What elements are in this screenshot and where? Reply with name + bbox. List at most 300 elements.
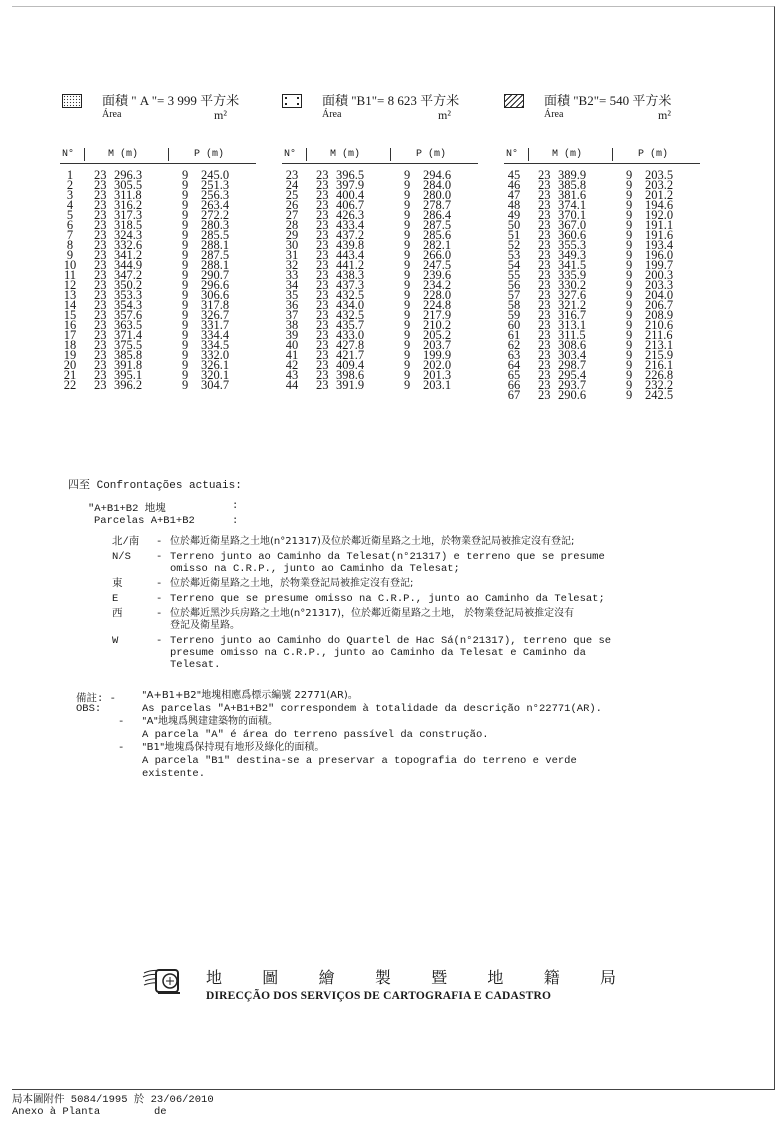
confrontation-text: omisso na C.R.P., junto ao Caminho da Telesat; (170, 563, 460, 575)
table-cell: 9 (626, 258, 633, 272)
table-cell: 288.1 (201, 258, 230, 272)
table-cell: 23 (538, 228, 551, 242)
table-cell: 9 (626, 358, 633, 372)
table-cell: 23 (538, 258, 551, 272)
legend-unit: m² (658, 108, 671, 122)
table-cell: 23 (94, 258, 107, 272)
agency-name-char: 籍 (543, 970, 560, 987)
table-cell: 316.7 (558, 308, 587, 322)
table-cell: 35 (285, 288, 299, 302)
table-cell: 285.6 (423, 228, 452, 242)
table-cell: 191.1 (645, 218, 674, 232)
confrontation-text: Terreno que se presume omisso na C.R.P., junto ao Caminho da Telesat; (170, 593, 605, 605)
confrontation-direction: 西 (112, 608, 123, 620)
table-cell: 224.8 (423, 298, 452, 312)
confrontation-dash: - (156, 536, 163, 548)
table-cell: 215.9 (645, 348, 674, 362)
table-cell: 335.9 (558, 268, 587, 282)
table-cell: 23 (94, 318, 107, 332)
table-cell: 247.5 (423, 258, 452, 272)
note-text: A parcela "B1" destina-se a preservar a topografia do terreno e verde (142, 755, 577, 767)
table-cell: 9 (626, 248, 633, 262)
table-cell: 56 (507, 278, 521, 292)
table-cell: 23 (316, 188, 329, 202)
table-cell: 334.4 (201, 328, 230, 342)
table-cell: 14 (63, 298, 77, 312)
table-cell: 353.3 (114, 288, 143, 302)
table-cell: 385.8 (558, 178, 587, 192)
table-cell: 23 (538, 268, 551, 282)
table-cell: 23 (538, 208, 551, 222)
table-cell: 33 (285, 268, 299, 282)
table-cell: 23 (538, 378, 551, 392)
table-cell: 199.7 (645, 258, 674, 272)
hatch-dotted-icon (62, 94, 82, 108)
table-cell: 203.1 (423, 378, 452, 392)
confrontation-direction: N/S (112, 551, 131, 563)
table-cell: 303.4 (558, 348, 587, 362)
table-cell: 316.2 (114, 198, 143, 212)
table-cell: 23 (538, 358, 551, 372)
table-cell: 9 (404, 248, 411, 262)
table-cell: 23 (94, 358, 107, 372)
table-cell: 8 (66, 238, 74, 252)
table-cell: 23 (316, 328, 329, 342)
table-cell: 203.5 (645, 168, 674, 182)
table-cell: 9 (182, 168, 189, 182)
table-cell: 23 (94, 338, 107, 352)
table-cell: 31 (285, 248, 299, 262)
table-cell: 196.0 (645, 248, 674, 262)
table-cell: 317.3 (114, 208, 143, 222)
confrontation-text: Terreno junto ao Caminho da Telesat(n°21317) e terreno que se presume (170, 551, 605, 563)
note-text: existente. (142, 768, 206, 780)
table-cell: 385.8 (114, 348, 143, 362)
confrontations-heading: 四至 Confrontações actuais: (68, 480, 242, 492)
table-row (504, 390, 700, 400)
table-cell: 202.0 (423, 358, 452, 372)
table-cell: 192.0 (645, 208, 674, 222)
parcel-colon: : (232, 500, 239, 512)
table-cell: 206.7 (645, 298, 674, 312)
table-cell: 205.2 (423, 328, 452, 342)
table-cell: 9 (626, 338, 633, 352)
table-cell: 210.6 (645, 318, 674, 332)
table-cell: 313.1 (558, 318, 587, 332)
agency-name-char: 繪 (318, 970, 335, 987)
table-cell: 370.1 (558, 208, 587, 222)
table-cell: 9 (182, 348, 189, 362)
table-cell: 296.6 (201, 278, 230, 292)
table-cell: 9 (626, 188, 633, 202)
table-cell: 434.0 (336, 298, 365, 312)
table-cell: 324.3 (114, 228, 143, 242)
table-cell: 234.2 (423, 278, 452, 292)
confrontation-text: Telesat. (170, 659, 221, 671)
table-cell: 391.9 (336, 378, 365, 392)
table-cell: 23 (538, 288, 551, 302)
table-cell: 285.5 (201, 228, 230, 242)
table-cell: 426.3 (336, 208, 365, 222)
table-cell: 55 (507, 268, 521, 282)
table-cell: 9 (404, 168, 411, 182)
table-cell: 9 (404, 178, 411, 192)
table-cell: 64 (507, 358, 521, 372)
table-cell: 4 (66, 198, 74, 212)
table-cell: 40 (285, 338, 299, 352)
legend-area-b1 (282, 94, 482, 128)
confrontation-dash: - (156, 593, 163, 605)
table-cell: 294.6 (423, 168, 452, 182)
confrontation-direction: E (112, 593, 119, 605)
table-cell: 20 (63, 358, 77, 372)
table-cell: 435.7 (336, 318, 365, 332)
table-cell: 193.4 (645, 238, 674, 252)
table-cell: 400.4 (336, 188, 365, 202)
legend-label: 面積 " A "= 3 999 平方米 (102, 93, 240, 108)
table-cell: 438.3 (336, 268, 365, 282)
table-cell: 2 (66, 178, 74, 192)
table-body (504, 170, 700, 400)
table-cell: 62 (507, 338, 521, 352)
confrontation-direction: 東 (112, 578, 123, 590)
table-cell: 23 (94, 308, 107, 322)
table-cell: 23 (94, 328, 107, 342)
table-cell: 9 (626, 308, 633, 322)
table-cell: 9 (626, 368, 633, 382)
note-text: "A"地塊爲興建建築物的面積。 (142, 716, 279, 727)
agency-name-char: 圖 (262, 970, 279, 987)
table-cell: 9 (626, 318, 633, 332)
table-cell: 9 (404, 268, 411, 282)
table-cell: 311.5 (558, 328, 586, 342)
table-cell: 23 (316, 238, 329, 252)
table-cell: 9 (404, 298, 411, 312)
annex-cn: 局本圖附件 5084/1995 於 23/06/2010 (12, 1094, 214, 1106)
table-cell: 284.0 (423, 178, 452, 192)
legend-area-word: Área (322, 109, 342, 120)
table-cell: 9 (626, 388, 633, 402)
agency-name-char: 暨 (431, 970, 448, 987)
confrontation-text: 位於鄰近衛星路之土地(n°21317)及位於鄰近衛星路之土地，於物業登記局被推定沒有登記; (170, 536, 575, 547)
table-cell: 9 (182, 248, 189, 262)
header-m: M (m) (330, 149, 361, 160)
table-cell: 7 (66, 228, 74, 242)
table-cell: 23 (94, 348, 107, 362)
table-cell: 50 (507, 218, 521, 232)
table-cell: 256.3 (201, 188, 230, 202)
table-cell: 23 (316, 278, 329, 292)
hatch-corner-dots-icon (282, 94, 302, 108)
table-cell: 331.7 (201, 318, 230, 332)
table-cell: 9 (182, 308, 189, 322)
table-cell: 23 (94, 378, 107, 392)
table-cell: 23 (316, 218, 329, 232)
table-cell: 9 (626, 328, 633, 342)
table-cell: 304.7 (201, 378, 230, 392)
table-cell: 398.6 (336, 368, 365, 382)
table-cell: 213.1 (645, 338, 674, 352)
annex-pt: Anexo à Planta (12, 1106, 101, 1118)
table-cell: 67 (507, 388, 521, 402)
table-cell: 23 (316, 198, 329, 212)
table-cell: 375.5 (114, 338, 143, 352)
notes-label-cn: 備註: - (76, 693, 116, 705)
agency-name-char: 局 (599, 970, 616, 987)
table-cell: 27 (285, 208, 299, 222)
parcel-label-pt: Parcelas A+B1+B2 (94, 515, 195, 527)
table-cell: 12 (63, 278, 77, 292)
table-cell: 23 (94, 168, 107, 182)
table-cell: 391.8 (114, 358, 143, 372)
table-cell: 232.2 (645, 378, 674, 392)
table-cell: 23 (94, 268, 107, 282)
table-cell: 9 (626, 298, 633, 312)
table-cell: 48 (507, 198, 521, 212)
table-cell: 23 (316, 378, 329, 392)
table-cell: 23 (316, 168, 329, 182)
table-cell: 23 (538, 348, 551, 362)
annex-reference (12, 1094, 214, 1118)
table-cell: 49 (507, 208, 521, 222)
table-cell: 381.6 (558, 188, 587, 202)
table-cell: 19 (63, 348, 77, 362)
table-cell: 288.1 (201, 238, 230, 252)
table-cell: 42 (285, 358, 299, 372)
table-cell: 23 (94, 248, 107, 262)
table-cell: 305.5 (114, 178, 143, 192)
header-n: N° (62, 149, 75, 160)
coordinate-table-2 (282, 147, 478, 390)
table-cell: 266.0 (423, 248, 452, 262)
table-cell: 9 (404, 308, 411, 322)
table-cell: 437.3 (336, 278, 365, 292)
table-cell: 9 (182, 218, 189, 232)
table-cell: 23 (316, 368, 329, 382)
table-cell: 330.2 (558, 278, 587, 292)
table-cell: 9 (404, 288, 411, 302)
table-cell: 58 (507, 298, 521, 312)
table-cell: 23 (538, 368, 551, 382)
table-cell: 23 (538, 178, 551, 192)
table-cell: 57 (507, 288, 521, 302)
table-cell: 326.7 (201, 308, 230, 322)
table-cell: 347.2 (114, 268, 143, 282)
note-text: "B1"地塊爲保持現有地形及綠化的面積。 (142, 742, 325, 753)
table-cell: 18 (63, 338, 77, 352)
legend-unit: m² (214, 108, 227, 122)
table-cell: 287.5 (201, 248, 230, 262)
agency-name-cn (206, 965, 616, 988)
table-cell: 9 (404, 328, 411, 342)
table-header (504, 147, 700, 164)
table-cell: 203.2 (645, 178, 674, 192)
table-header (282, 147, 478, 164)
table-cell: 23 (94, 288, 107, 302)
table-cell: 290.6 (558, 388, 587, 402)
table-cell: 9 (404, 318, 411, 332)
table-cell: 296.3 (114, 168, 143, 182)
table-cell: 437.2 (336, 228, 365, 242)
table-cell: 23 (316, 288, 329, 302)
table-cell: 11 (63, 268, 77, 282)
table-cell: 350.2 (114, 278, 143, 292)
table-cell: 318.5 (114, 218, 143, 232)
table-cell: 433.0 (336, 328, 365, 342)
table-cell: 23 (94, 278, 107, 292)
table-cell: 23 (94, 178, 107, 192)
table-cell: 239.6 (423, 268, 452, 282)
table-cell: 23 (538, 238, 551, 252)
legend-unit: m² (438, 108, 451, 122)
table-header (60, 147, 256, 164)
table-cell: 396.5 (336, 168, 365, 182)
table-cell: 9 (182, 268, 189, 282)
table-cell: 9 (182, 378, 189, 392)
confrontation-direction: 北/南 (112, 536, 140, 548)
table-cell: 397.9 (336, 178, 365, 192)
table-cell: 287.5 (423, 218, 452, 232)
table-cell: 293.7 (558, 378, 587, 392)
table-cell: 341.5 (558, 258, 587, 272)
table-cell: 344.9 (114, 258, 143, 272)
coordinate-table-3 (504, 147, 700, 400)
note-text: A parcela "A" é área do terreno passível da construção. (142, 729, 489, 741)
table-cell: 320.1 (201, 368, 230, 382)
legend-label: 面積 "B2"= 540 平方米 (544, 93, 672, 108)
table-cell: 9 (182, 228, 189, 242)
table-cell: 9 (404, 368, 411, 382)
table-cell: 245.0 (201, 168, 230, 182)
table-cell: 371.4 (114, 328, 143, 342)
table-cell: 9 (626, 348, 633, 362)
table-cell: 9 (626, 288, 633, 302)
table-cell: 28 (285, 218, 299, 232)
table-cell: 9 (626, 238, 633, 252)
agency-name-char: 製 (374, 970, 391, 987)
table-cell: 9 (404, 278, 411, 292)
table-cell: 355.3 (558, 238, 587, 252)
table-cell: 298.7 (558, 358, 587, 372)
table-cell: 396.2 (114, 378, 143, 392)
table-cell: 360.6 (558, 228, 587, 242)
table-cell: 26 (285, 198, 299, 212)
table-cell: 228.0 (423, 288, 452, 302)
table-cell: 23 (538, 218, 551, 232)
table-cell: 357.6 (114, 308, 143, 322)
note-dash: - (118, 716, 125, 728)
table-cell: 23 (538, 308, 551, 322)
confrontation-text: presume omisso na C.R.P., junto ao Caminho da Telesat e Caminho da (170, 647, 586, 659)
table-cell: 23 (94, 208, 107, 222)
table-cell: 54 (507, 258, 521, 272)
table-cell: 53 (507, 248, 521, 262)
table-cell: 23 (316, 308, 329, 322)
table-cell: 9 (404, 208, 411, 222)
table-cell: 210.2 (423, 318, 452, 332)
table-cell: 6 (66, 218, 74, 232)
table-cell: 9 (66, 248, 74, 262)
table-cell: 311.8 (114, 188, 142, 202)
table-cell: 25 (285, 188, 299, 202)
legend-area-word: Área (544, 109, 564, 120)
table-cell: 409.4 (336, 358, 365, 372)
table-cell: 21 (63, 368, 77, 382)
table-cell: 51 (507, 228, 521, 242)
table-cell: 9 (626, 218, 633, 232)
table-cell: 441.2 (336, 258, 365, 272)
legend-area-a (62, 94, 262, 128)
table-body (282, 170, 478, 390)
table-cell: 22 (63, 378, 77, 392)
table-cell: 326.1 (201, 358, 230, 372)
table-cell: 332.6 (114, 238, 143, 252)
table-cell: 282.1 (423, 238, 452, 252)
table-cell: 211.6 (645, 328, 673, 342)
table-cell: 332.0 (201, 348, 230, 362)
table-cell: 280.3 (201, 218, 230, 232)
legend-label: 面積 "B1"= 8 623 平方米 (322, 93, 460, 108)
table-cell: 23 (316, 338, 329, 352)
table-cell: 191.6 (645, 228, 674, 242)
agency-name-char: 地 (487, 970, 504, 987)
table-cell: 23 (538, 388, 551, 402)
table-cell: 433.4 (336, 218, 365, 232)
table-cell: 9 (182, 178, 189, 192)
hatch-diagonal-icon (504, 94, 524, 108)
header-m: M (m) (108, 149, 139, 160)
table-cell: 308.6 (558, 338, 587, 352)
table-cell: 23 (285, 168, 299, 182)
table-cell: 66 (507, 378, 521, 392)
table-cell: 272.2 (201, 208, 230, 222)
note-dash: - (118, 742, 125, 754)
table-cell: 23 (538, 338, 551, 352)
table-cell: 199.9 (423, 348, 452, 362)
confrontation-dash: - (156, 608, 163, 620)
table-row (282, 380, 478, 390)
table-cell: 65 (507, 368, 521, 382)
table-cell: 23 (94, 238, 107, 252)
table-cell: 23 (316, 268, 329, 282)
table-cell: 9 (182, 318, 189, 332)
table-cell: 9 (404, 358, 411, 372)
table-cell: 203.7 (423, 338, 452, 352)
table-cell: 37 (285, 308, 299, 322)
confrontation-text: 登記及衛星路。 (170, 620, 240, 631)
table-cell: 23 (316, 258, 329, 272)
table-cell: 389.9 (558, 168, 587, 182)
parcel-colon: : (232, 515, 239, 527)
table-cell: 263.4 (201, 198, 230, 212)
header-n: N° (284, 149, 297, 160)
table-cell: 5 (66, 208, 74, 222)
table-cell: 46 (507, 178, 521, 192)
table-cell: 39 (285, 328, 299, 342)
table-cell: 23 (316, 178, 329, 192)
table-cell: 327.6 (558, 288, 587, 302)
table-cell: 23 (94, 218, 107, 232)
table-cell: 427.8 (336, 338, 365, 352)
table-cell: 9 (404, 338, 411, 352)
table-cell: 432.5 (336, 288, 365, 302)
table-cell: 9 (404, 218, 411, 232)
table-cell: 23 (316, 298, 329, 312)
table-cell: 443.4 (336, 248, 365, 262)
table-cell: 9 (404, 258, 411, 272)
parcel-label-cn: "A+B1+B2 地塊 (88, 503, 166, 515)
table-cell: 9 (182, 298, 189, 312)
